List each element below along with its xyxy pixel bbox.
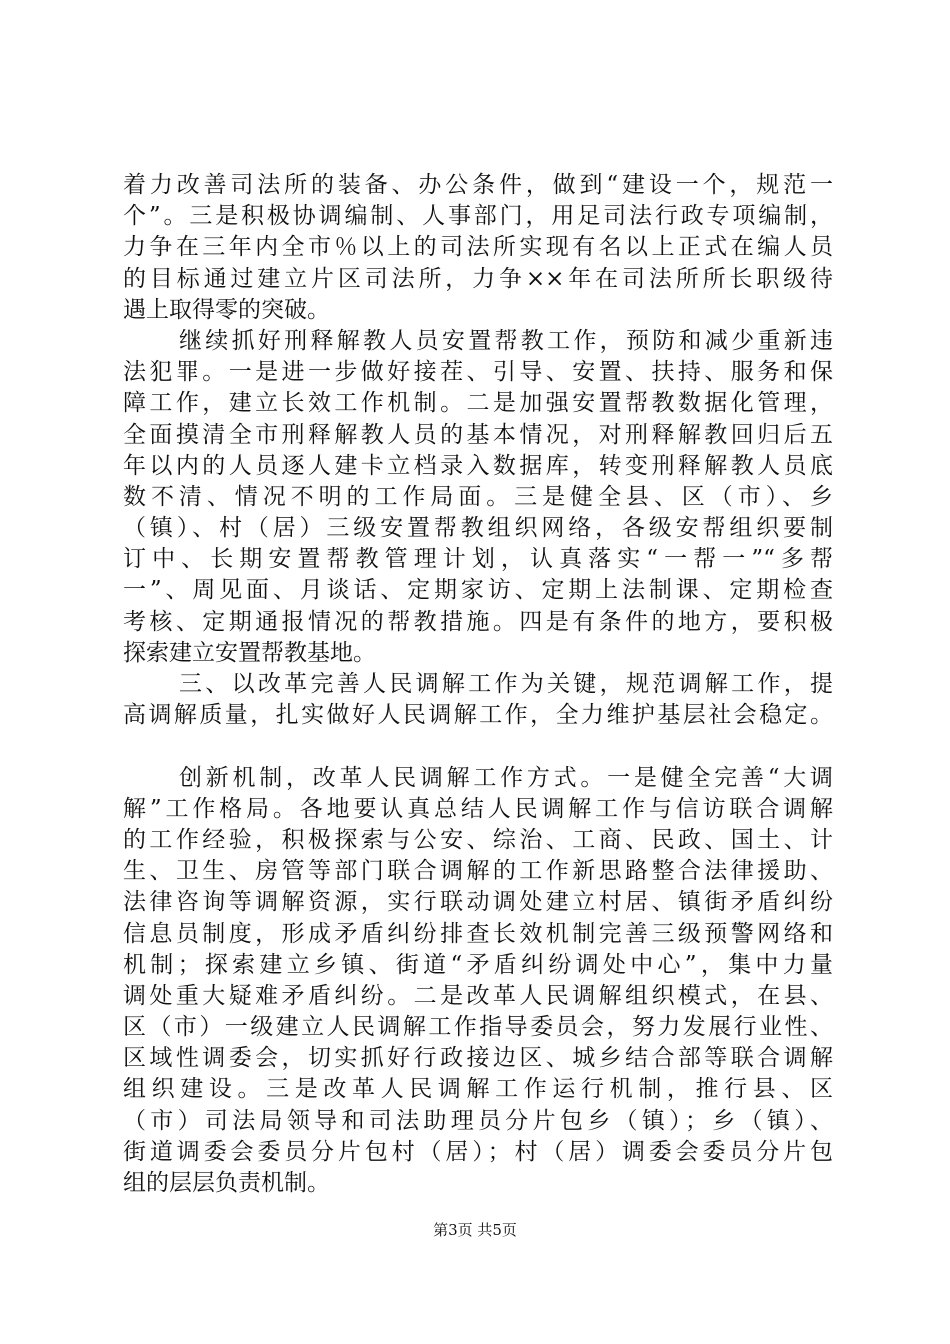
text-line: 个”。三是积极协调编制、人事部门，用足司法行政专项编制，	[123, 203, 833, 230]
text-line: 继续抓好刑释解教人员安置帮教工作，预防和减少重新违	[179, 327, 833, 354]
text-line: 创新机制，改革人民调解工作方式。一是健全完善“大调	[179, 764, 833, 791]
text-line: 组织建设。三是改革人民调解工作运行机制，推行县、区	[123, 1076, 833, 1103]
text-line: 的工作经验，积极探索与公安、综治、工商、民政、国土、计	[123, 826, 833, 853]
text-line: （市）司法局领导和司法助理员分片包乡（镇）；乡（镇）、	[123, 1107, 833, 1134]
document-body	[123, 170, 833, 1199]
text-line: 全面摸清全市刑释解教人员的基本情况，对刑释解教回归后五	[123, 421, 833, 448]
text-line: 三、以改革完善人民调解工作为关键，规范调解工作，提	[179, 671, 833, 697]
text-line: 遇上取得零的突破。	[123, 296, 330, 323]
paragraph-1	[123, 170, 833, 326]
text-line: 考核、定期通报情况的帮教措施。四是有条件的地方，要积极	[123, 608, 833, 635]
text-line: 力争在三年内全市％以上的司法所实现有名以上正式在编人员	[123, 234, 833, 261]
text-line: 调处重大疑难矛盾纠纷。二是改革人民调解组织模式，在县、	[123, 982, 833, 1009]
text-line: 街道调委会委员分片包村（居）；村（居）调委会委员分片包	[123, 1138, 833, 1165]
text-line: 障工作，建立长效工作机制。二是加强安置帮教数据化管理，	[123, 390, 833, 417]
section-heading-paragraph	[123, 669, 833, 731]
paragraph-2	[123, 326, 833, 669]
text-line: 的目标通过建立片区司法所，力争××年在司法所所长职级待	[123, 265, 833, 292]
text-line: 数不清、情况不明的工作局面。三是健全县、区（市）、乡	[123, 483, 833, 510]
paragraph-4	[123, 763, 833, 1200]
text-line: 着力改善司法所的装备、办公条件，做到“建设一个，规范一	[123, 172, 833, 198]
text-line: 组的层层负责机制。	[123, 1170, 330, 1196]
text-line: （镇）、村（居）三级安置帮教组织网络，各级安帮组织要制	[123, 515, 833, 542]
page-footer: 第3页 共5页	[433, 1221, 517, 1239]
text-line: 信息员制度，形成矛盾纠纷排查长效机制完善三级预警网络和	[123, 920, 833, 947]
text-line: 法犯罪。一是进一步做好接茬、引导、安置、扶持、服务和保	[123, 359, 833, 386]
text-line: 生、卫生、房管等部门联合调解的工作新思路整合法律援助、	[123, 858, 833, 885]
text-line: 订中、长期安置帮教管理计划，认真落实“一帮一”“多帮	[123, 546, 833, 573]
text-line: 法律咨询等调解资源，实行联动调处建立村居、镇街矛盾纠纷	[123, 889, 833, 916]
text-line: 机制；探索建立乡镇、街道“矛盾纠纷调处中心”，集中力量	[123, 951, 833, 978]
text-line: 区域性调委会，切实抓好行政接边区、城乡结合部等联合调解	[123, 1045, 833, 1072]
text-line: 一”、周见面、月谈话、定期家访、定期上法制课、定期检查	[123, 577, 833, 604]
text-line: 解”工作格局。各地要认真总结人民调解工作与信访联合调解	[123, 795, 833, 822]
text-line: 年以内的人员逐人建卡立档录入数据库，转变刑释解教人员底	[123, 452, 833, 479]
text-line: 高调解质量，扎实做好人民调解工作，全力维护基层社会稳定。	[123, 702, 833, 729]
text-line: 区（市）一级建立人民调解工作指导委员会，努力发展行业性、	[123, 1014, 833, 1041]
text-line: 探索建立安置帮教基地。	[123, 639, 376, 666]
paragraph-gap	[123, 731, 833, 762]
